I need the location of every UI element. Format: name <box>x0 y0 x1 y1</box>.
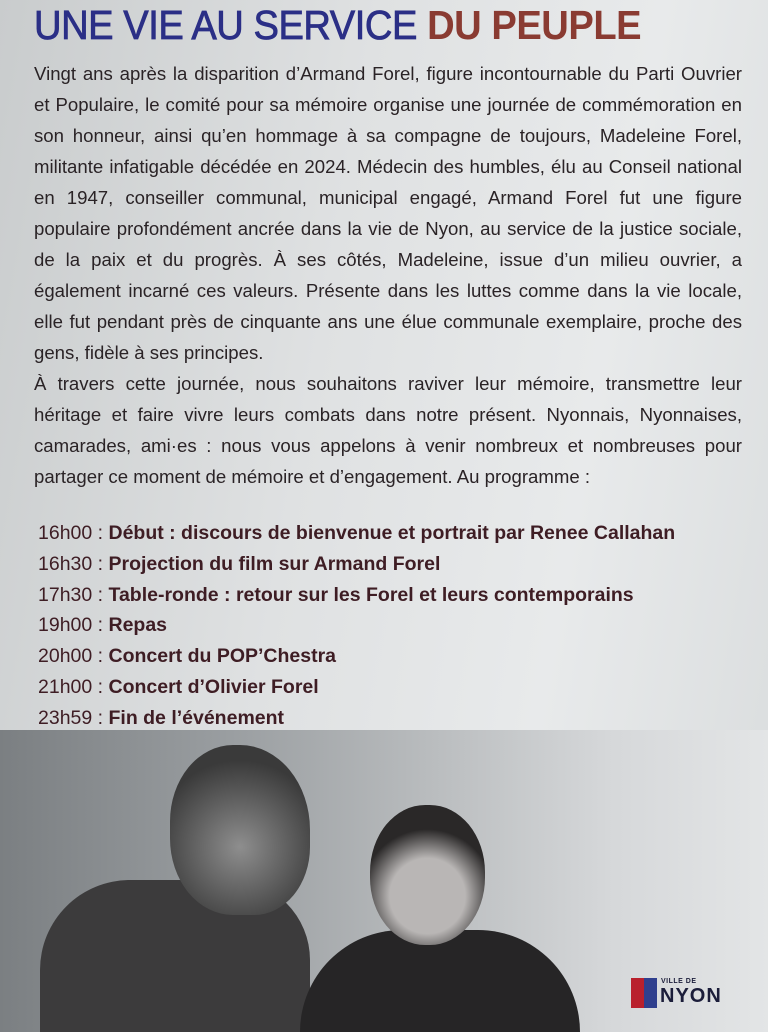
paragraph-1: Vingt ans après la disparition d’Armand Forel, figure incontournable du Parti Ouvrier et Populaire, le comité pour sa mémoire organise une journée de commémoration en son honneur, ainsi qu’en hommage à sa compagne de toujours, Madeleine Forel, militante infatigable décédée en 2024. Médecin des humbles, élu au Conseil national en 1947, conseiller communal, municipal engagé, Armand Forel fut une figure populaire profondément ancrée dans la vie de Nyon, au service de la justice sociale, de la paix et du progrès. À ses côtés, Madeleine, issue d’un milieu ouvrier, a également incarné ces valeurs. Présente dans les luttes comme dans la vie locale, elle fut pendant près de cinquante ans une élue communale exemplaire, proche des gens, fidèle à ses principes. <box>34 63 742 363</box>
programme-time: 17h30 : <box>38 583 109 606</box>
programme-item <box>38 580 675 611</box>
programme-item <box>38 703 675 734</box>
title-part-1: UNE VIE AU SERVICE <box>34 2 417 48</box>
programme-label: Table-ronde : retour sur les Forel et leurs contemporains <box>108 583 634 606</box>
programme-label: Concert d’Olivier Forel <box>108 675 319 698</box>
programme-item <box>38 610 675 641</box>
programme-item <box>38 641 675 672</box>
programme-time: 21h00 : <box>38 675 109 698</box>
ville-de-nyon-logo <box>631 974 741 1020</box>
programme-list <box>38 518 675 734</box>
programme-time: 16h30 : <box>38 552 109 575</box>
poster-title <box>34 2 641 49</box>
logo-small-text: VILLE DE <box>661 978 697 985</box>
programme-time: 23h59 : <box>38 706 109 729</box>
programme-label: Projection du film sur Armand Forel <box>108 552 441 575</box>
nyon-flag-icon <box>631 978 657 1008</box>
photo-man-head <box>170 745 310 915</box>
title-part-2: DU PEUPLE <box>427 2 642 48</box>
photo-woman-head <box>370 805 485 945</box>
programme-label: Concert du POP’Chestra <box>108 645 337 668</box>
programme-time: 20h00 : <box>38 645 109 668</box>
programme-time: 16h00 : <box>38 522 109 544</box>
programme-item <box>38 549 675 580</box>
body-text <box>34 58 742 492</box>
programme-item <box>38 518 675 549</box>
programme-label: Repas <box>108 614 168 637</box>
programme-item <box>38 672 675 703</box>
programme-label: Début : discours de bienvenue et portrait par Renee Callahan <box>108 522 676 544</box>
logo-name: NYON <box>660 985 722 1007</box>
programme-time: 19h00 : <box>38 614 109 637</box>
paragraph-2: À travers cette journée, nous souhaitons raviver leur mémoire, transmettre leur héritage et faire vivre leurs combats dans notre présent. Nyonnais, Nyonnaises, camarades, ami·es : nous vous appelons à venir nombreux et nombreuses pour partager ce moment de mémoire et d’engagement. Au programme : <box>34 373 742 487</box>
programme-label: Fin de l’événement <box>108 706 285 729</box>
